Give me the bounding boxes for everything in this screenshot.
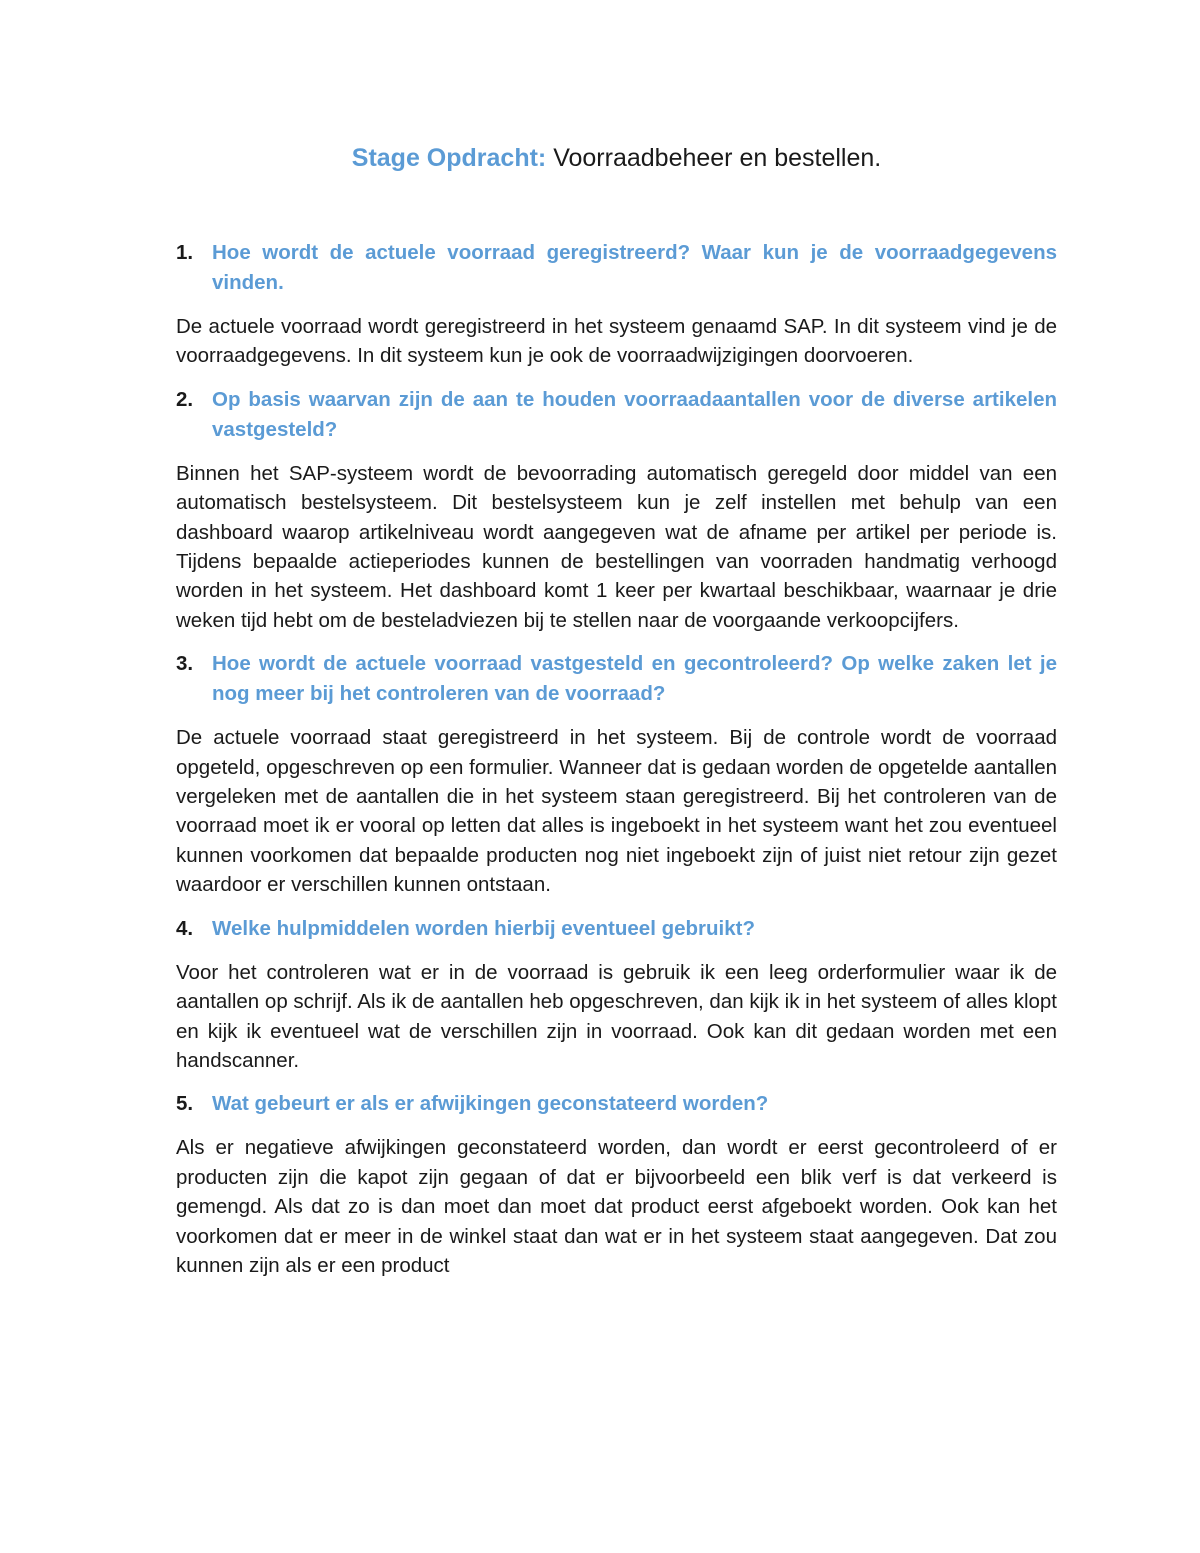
question-number: 4.	[176, 916, 194, 940]
title-rest: Voorraadbeheer en bestellen.	[546, 144, 882, 172]
question-number: 3.	[176, 652, 194, 676]
question-number: 5.	[176, 1092, 194, 1116]
answer-2: Binnen het SAP-systeem wordt de bevoorrading automatisch geregeld door middel van een automatisch bestelsysteem. Dit bestelsysteem kun je zelf instellen met behulp van een dashboard waarop artikelniveau wordt aangegeven wat de afname per artikel per periode is. Tijdens bepaalde actieperiodes kunnen de bestellingen van voorraden handmatig verhoogd worden in het systeem. Het dashboard komt 1 keer per kwartaal beschikbaar, waarnaar je drie weken tijd hebt om de besteladviezen bij te stellen naar de voorgaande verkoopcijfers.	[176, 461, 1057, 632]
question-3	[176, 649, 1057, 709]
question-text: Hoe wordt de actuele voorraad geregistreerd? Waar kun je de voorraadgegevens vinden.	[212, 241, 1057, 294]
document-content	[176, 238, 1057, 1294]
question-1	[176, 238, 1057, 298]
question-2	[176, 385, 1057, 445]
question-4	[176, 914, 1057, 944]
question-number: 1.	[176, 241, 194, 264]
answer-3: De actuele voorraad staat geregistreerd in het systeem. Bij de controle wordt de voorraad opgeteld, opgeschreven op een formulier. Wanneer dat is gedaan worden de opgetelde aantallen vergeleken met de aantallen die in het systeem staan geregistreerd. Bij het controleren van de voorraad moet ik er vooral op letten dat alles is ingeboekt in het systeem want het zou eventueel kunnen voorkomen dat bepaalde producten nog niet ingeboekt zijn of juist niet retour zijn gezet waardoor er verschillen kunnen ontstaan.	[176, 726, 1057, 897]
question-text: Welke hulpmiddelen worden hierbij eventueel gebruikt?	[212, 916, 755, 940]
page-title	[176, 140, 1057, 176]
question-text: Op basis waarvan zijn de aan te houden voorraadaantallen voor de diverse artikelen vastgesteld?	[212, 387, 1057, 441]
answer-5: Als er negatieve afwijkingen geconstateerd worden, dan wordt er eerst gecontroleerd of er producten zijn die kapot zijn gegaan of dat er bijvoorbeeld een blik verf is dat verkeerd is gemengd. Als dat zo is dan moet dan moet dat product eerst afgeboekt worden. Ook kan het voorkomen dat er meer in de winkel staat dan wat er in het systeem staat aangegeven. Dat zou kunnen zijn als er een product	[176, 1136, 1057, 1277]
question-text: Hoe wordt de actuele voorraad vastgesteld en gecontroleerd? Op welke zaken let je nog meer bij het controleren van de voorraad?	[212, 652, 1057, 706]
question-number: 2.	[176, 387, 194, 411]
question-text: Wat gebeurt er als er afwijkingen geconstateerd worden?	[212, 1092, 769, 1116]
answer-1: De actuele voorraad wordt geregistreerd in het systeem genaamd SAP. In dit systeem vind je de voorraadgegevens. In dit systeem kun je ook de voorraadwijzigingen doorvoeren.	[176, 315, 1057, 368]
title-accent: Stage Opdracht:	[351, 144, 547, 172]
question-5	[176, 1089, 1057, 1119]
answer-4: Voor het controleren wat er in de voorraad is gebruik ik een leeg orderformulier waar ik de aantallen op schrijf. Als ik de aantallen heb opgeschreven, dan kijk ik in het systeem of alles klopt en kijk ik eventueel wat de verschillen zijn in voorraad. Ook kan dit gedaan worden met een handscanner.	[176, 960, 1057, 1072]
